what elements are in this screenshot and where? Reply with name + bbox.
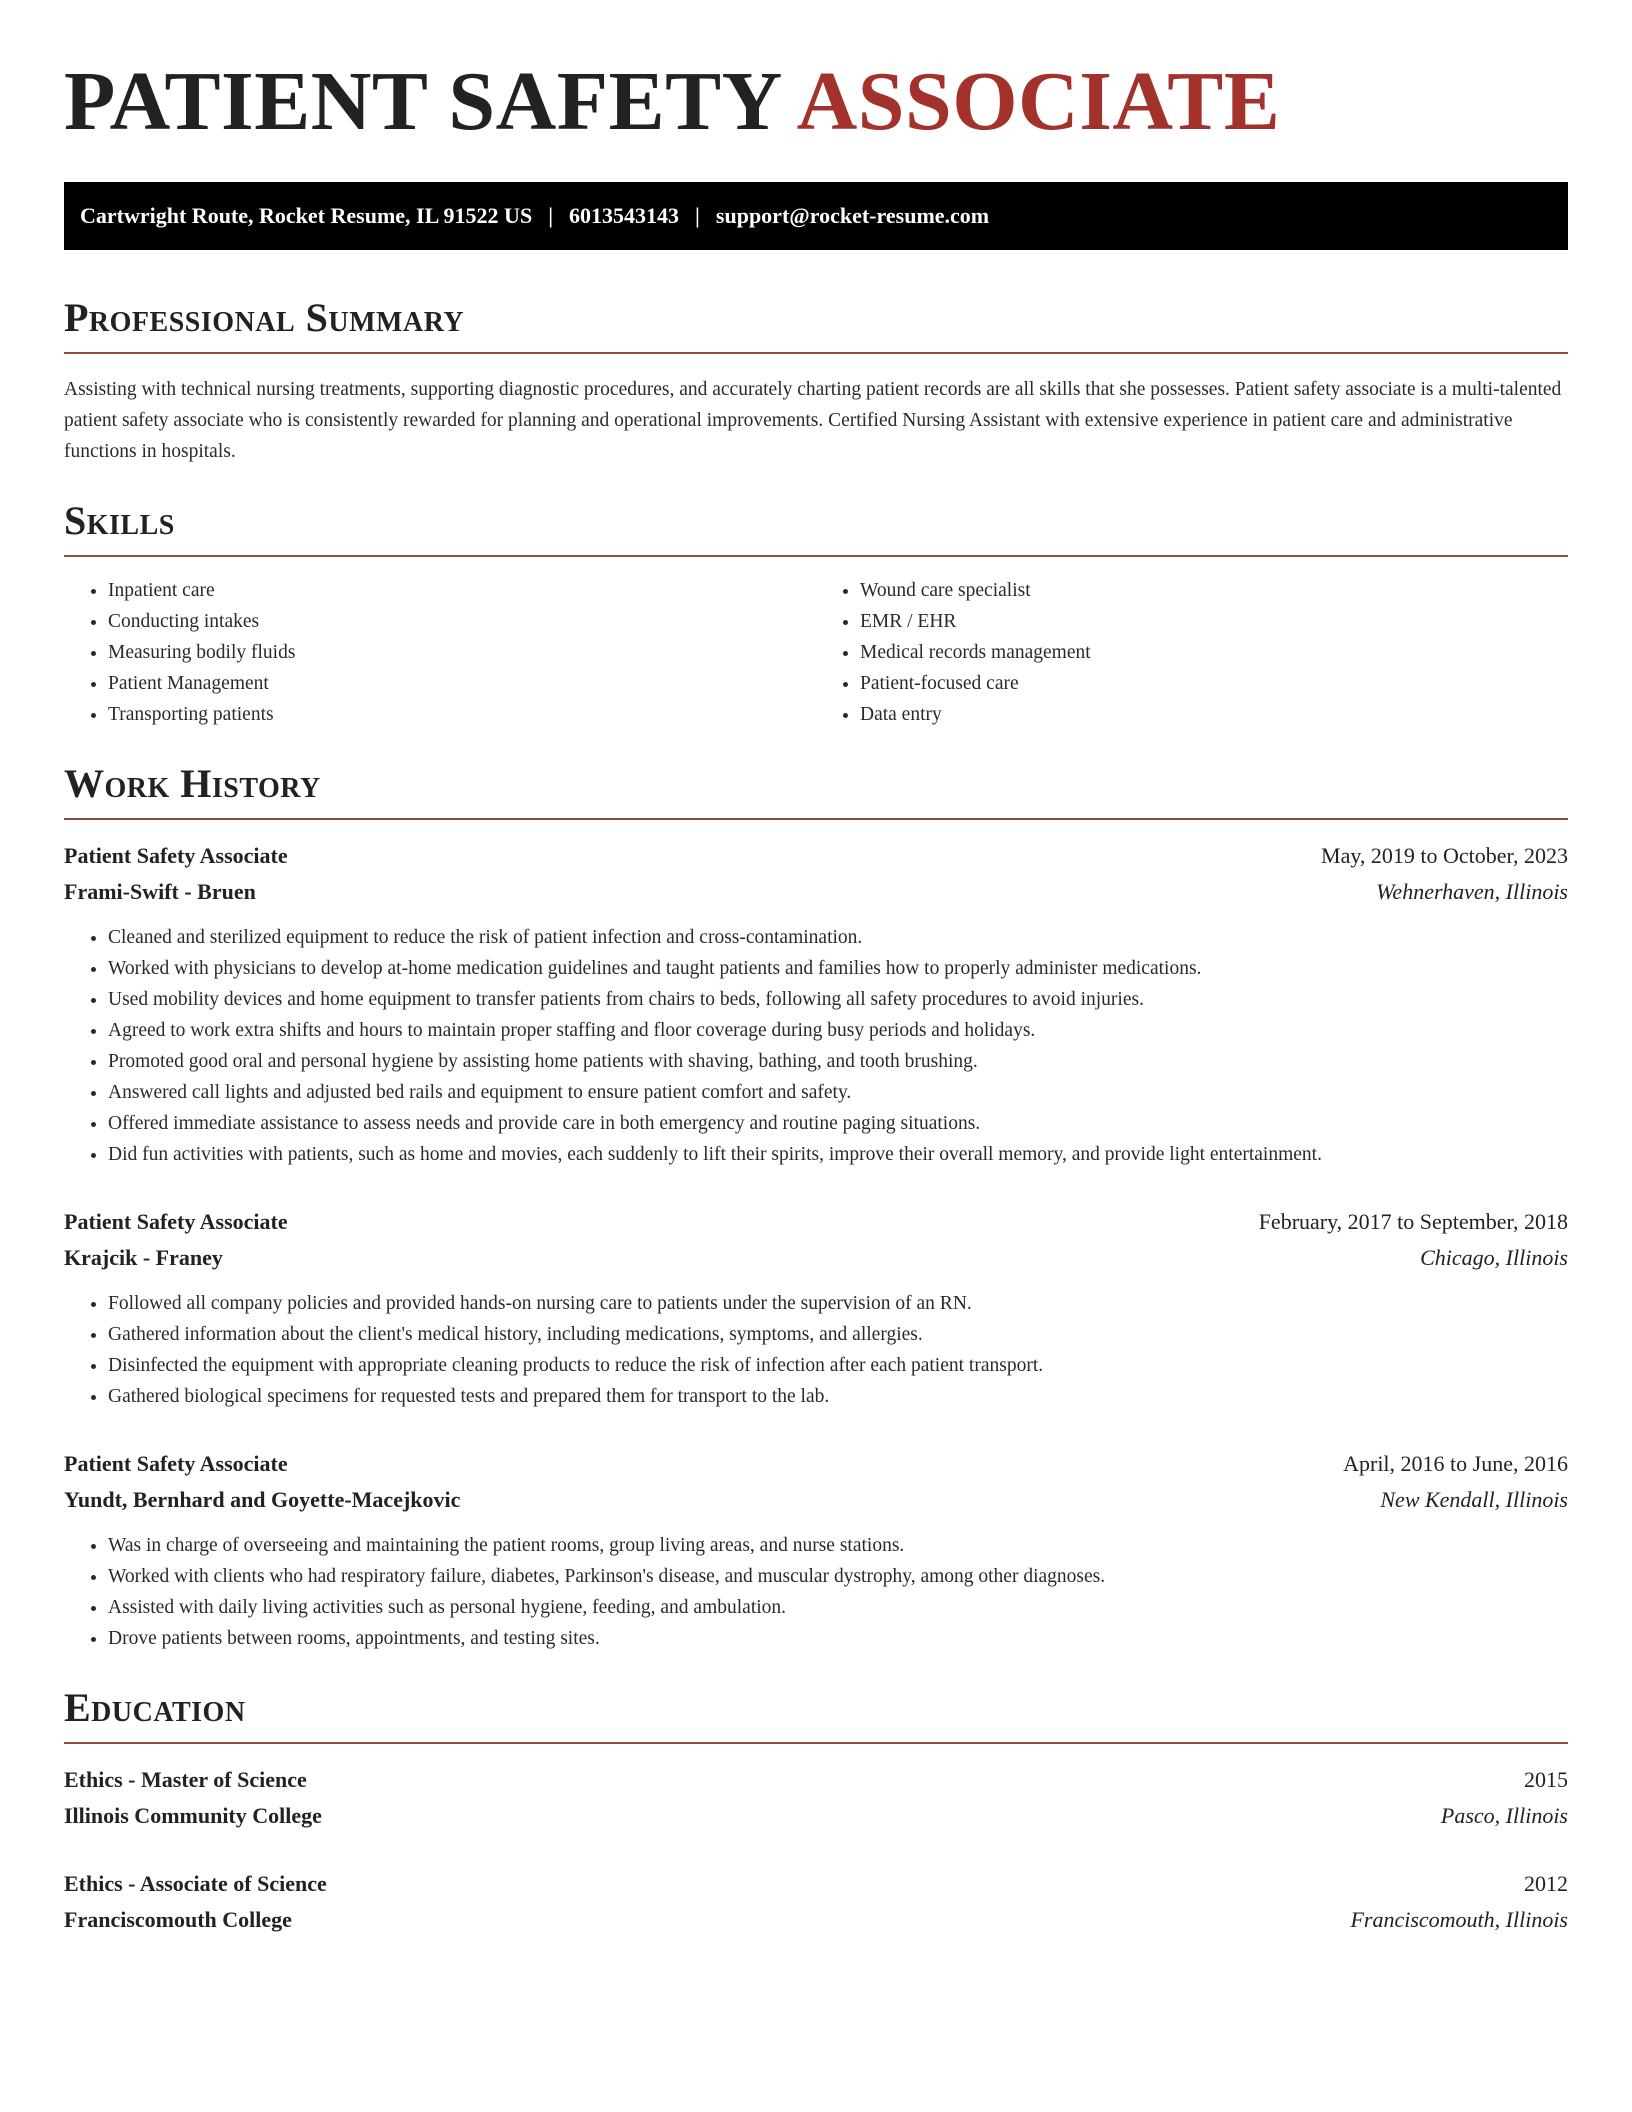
job-company: Frami-Swift - Bruen	[64, 879, 256, 904]
skill-item: • Wound care specialist	[860, 575, 1568, 606]
job-bullet: • Answered call lights and adjusted bed rails and equipment to ensure patient comfort and safety.	[108, 1077, 1568, 1108]
job-title: Patient Safety Associate	[64, 1451, 288, 1476]
education-entry	[64, 1762, 1568, 1834]
job-company-row	[64, 874, 1568, 910]
education-year: 2015	[1524, 1767, 1568, 1792]
skill-item: • Medical records management	[860, 637, 1568, 668]
section-divider	[64, 818, 1568, 820]
skill-item: • Conducting intakes	[108, 606, 816, 637]
education-location: Franciscomouth, Illinois	[1350, 1907, 1568, 1932]
job-header-row	[64, 1446, 1568, 1482]
education-entry	[64, 1866, 1568, 1938]
education-section	[64, 1684, 1568, 1938]
job-location: New Kendall, Illinois	[1380, 1487, 1568, 1512]
job-entry	[64, 838, 1568, 1170]
job-company-row	[64, 1482, 1568, 1518]
job-bullet-list	[64, 922, 1568, 1170]
job-bullet: • Offered immediate assistance to assess needs and provide care in both emergency and routine paging situations.	[108, 1108, 1568, 1139]
title-first: PATIENT SAFETY	[64, 55, 780, 148]
section-heading-work-history: Work History	[64, 761, 321, 806]
contact-email: support@rocket-resume.com	[715, 203, 990, 228]
job-dates: February, 2017 to September, 2018	[1258, 1209, 1568, 1234]
education-school: Illinois Community College	[64, 1803, 322, 1828]
summary-text: Assisting with technical nursing treatments, supporting diagnostic procedures, and accurately charting patient records are all skills that she possesses. Patient safety associate is a multi-talented patient safety associate who is consistently rewarded for planning and operational improvements. Certified Nursing Assistant with extensive experience in patient care and administrative functions in hospitals.	[64, 379, 1562, 462]
job-bullet: • Followed all company policies and provided hands-on nursing care to patients under the supervision of an RN.	[108, 1288, 1568, 1319]
section-heading-skills: Skills	[64, 498, 175, 543]
page-title	[64, 0, 1568, 152]
job-bullet-list	[64, 1288, 1568, 1412]
skill-item: • Patient-focused care	[860, 668, 1568, 699]
skills-column-left	[64, 575, 816, 730]
skills-section	[64, 497, 1568, 730]
skill-item: • Inpatient care	[108, 575, 816, 606]
education-degree: Ethics - Master of Science	[64, 1767, 307, 1792]
title-last: ASSOCIATE	[796, 55, 1281, 148]
education-location: Pasco, Illinois	[1440, 1803, 1568, 1828]
job-location: Wehnerhaven, Illinois	[1376, 879, 1568, 904]
job-dates: April, 2016 to June, 2016	[1343, 1451, 1568, 1476]
section-divider	[64, 555, 1568, 557]
job-bullet-list	[64, 1530, 1568, 1654]
job-bullet: • Gathered biological specimens for requested tests and prepared them for transport to the lab.	[108, 1381, 1568, 1412]
education-school-row	[64, 1798, 1568, 1834]
job-bullet: • Worked with clients who had respiratory failure, diabetes, Parkinson's disease, and muscular dystrophy, among other diagnoses.	[108, 1561, 1568, 1592]
contact-phone: 6013543143	[569, 203, 680, 228]
education-year: 2012	[1524, 1871, 1568, 1896]
job-bullet: • Cleaned and sterilized equipment to reduce the risk of patient infection and cross-contamination.	[108, 922, 1568, 953]
job-bullet: • Agreed to work extra shifts and hours to maintain proper staffing and floor coverage during busy periods and holidays.	[108, 1015, 1568, 1046]
contact-address: Cartwright Route, Rocket Resume, IL 91522 US	[80, 203, 533, 228]
skill-item: • Transporting patients	[108, 699, 816, 730]
contact-separator: |	[695, 203, 700, 228]
job-bullet: • Worked with physicians to develop at-home medication guidelines and taught patients and families how to properly administer medications.	[108, 953, 1568, 984]
section-heading-summary: Professional Summary	[64, 295, 465, 340]
job-bullet: • Was in charge of overseeing and maintaining the patient rooms, group living areas, and nurse stations.	[108, 1530, 1568, 1561]
education-header-row	[64, 1762, 1568, 1798]
job-location: Chicago, Illinois	[1420, 1245, 1568, 1270]
education-school: Franciscomouth College	[64, 1907, 292, 1932]
skill-item: • Data entry	[860, 699, 1568, 730]
section-divider	[64, 1742, 1568, 1744]
job-bullet: • Used mobility devices and home equipment to transfer patients from chairs to beds, following all safety procedures to avoid injuries.	[108, 984, 1568, 1015]
section-heading-education: Education	[64, 1685, 246, 1730]
job-dates: May, 2019 to October, 2023	[1321, 843, 1568, 868]
job-company: Krajcik - Franey	[64, 1245, 223, 1270]
job-entry	[64, 1204, 1568, 1412]
job-title: Patient Safety Associate	[64, 843, 288, 868]
skill-item: • Patient Management	[108, 668, 816, 699]
skill-item: • EMR / EHR	[860, 606, 1568, 637]
job-bullet: • Disinfected the equipment with appropriate cleaning products to reduce the risk of infection after each patient transport.	[108, 1350, 1568, 1381]
job-company-row	[64, 1240, 1568, 1276]
section-divider	[64, 352, 1568, 354]
job-company: Yundt, Bernhard and Goyette-Macejkovic	[64, 1487, 461, 1512]
job-bullet: • Did fun activities with patients, such as home and movies, each suddenly to lift their spirits, improve their overall memory, and provide light entertainment.	[108, 1139, 1568, 1170]
summary-section	[64, 294, 1568, 467]
education-header-row	[64, 1866, 1568, 1902]
contact-bar	[64, 182, 1568, 250]
job-header-row	[64, 1204, 1568, 1240]
work-history-section	[64, 760, 1568, 1654]
job-header-row	[64, 838, 1568, 874]
job-bullet: • Drove patients between rooms, appointments, and testing sites.	[108, 1623, 1568, 1654]
skills-grid	[64, 575, 1568, 730]
job-bullet: • Promoted good oral and personal hygiene by assisting home patients with shaving, bathing, and tooth brushing.	[108, 1046, 1568, 1077]
skills-column-right	[816, 575, 1568, 730]
contact-separator: |	[548, 203, 554, 228]
job-bullet: • Assisted with daily living activities such as personal hygiene, feeding, and ambulation.	[108, 1592, 1568, 1623]
education-degree: Ethics - Associate of Science	[64, 1871, 327, 1896]
job-entry	[64, 1446, 1568, 1654]
skill-item: • Measuring bodily fluids	[108, 637, 816, 668]
job-title: Patient Safety Associate	[64, 1209, 288, 1234]
job-bullet: • Gathered information about the client's medical history, including medications, symptoms, and allergies.	[108, 1319, 1568, 1350]
education-school-row	[64, 1902, 1568, 1938]
